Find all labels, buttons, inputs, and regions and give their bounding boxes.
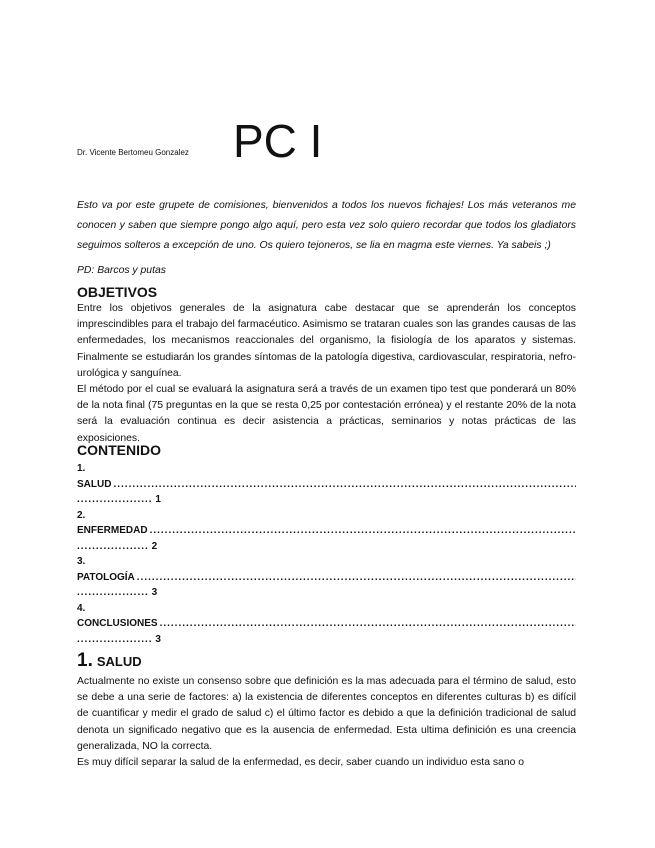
toc-leader: ...................	[77, 587, 149, 598]
table-of-contents	[77, 461, 576, 647]
toc-leader	[150, 523, 576, 539]
intro-paragraph	[77, 196, 576, 256]
toc-leader	[113, 477, 576, 493]
toc-page-number: 3	[151, 587, 158, 598]
salud-paragraph-2: Es muy difícil separar la salud de la enfermedad, es decir, saber cuando un individuo esta sano o	[77, 757, 525, 769]
objetivos-section	[77, 301, 576, 447]
toc-leader: ...................	[77, 540, 149, 552]
toc-number: 1.	[77, 463, 86, 474]
toc-label: CONCLUSIONES	[77, 618, 158, 629]
salud-heading-number: 1.	[77, 650, 93, 671]
toc-leader	[137, 570, 576, 586]
objetivos-paragraph-2: El método por el cual se evaluará la asignatura será a través de un examen tipo test que ponderará un 80% de la nota final (75 preguntas en la que se resta 0,25 por contestación errónea) y el restante 20% de la nota será la evaluación continua es decir asistencia a prácticas, seminarios y notas prácticas de las exposiciones.	[77, 384, 576, 444]
toc-entry-enfermedad[interactable]	[77, 508, 576, 555]
intro-postscript: PD: Barcos y putas	[77, 265, 166, 276]
toc-number: 4.	[77, 602, 86, 614]
author-name: Dr. Vicente Bertomeu Gonzalez	[77, 148, 189, 157]
toc-page-number: 2	[151, 540, 158, 552]
toc-page-number: 1	[155, 494, 161, 505]
toc-entry-conclusiones[interactable]	[77, 601, 576, 648]
salud-heading-text: SALUD	[96, 654, 142, 669]
toc-label: ENFERMEDAD	[77, 525, 148, 536]
document-title: PC I	[233, 115, 323, 167]
toc-leader	[160, 616, 576, 632]
intro-text: Esto va por este grupete de comisiones, bienvenidos a todos los nuevos fichajes! Los más veteranos me conocen y saben que siempre pongo algo aquí, pero esta vez solo quiero recordar que todos los gladiators seguimos solteros a excepción de uno. Os quiero tejoneros, se lia en magma este viernes. Ya sabeis ;)	[77, 200, 576, 251]
objetivos-paragraph-1: Entre los objetivos generales de la asignatura cabe destacar que se aprenderán los conceptos imprescindibles para el trabajo del farmacéutico. Asimismo se trataran cuales son las grandes causas de las enfermedades, los mecanismos reaccionales del organismo, la fisiología de los aparatos y sistemas. Finalmente se estudiarán los grandes síntomas de la patología digestiva, cardiovascular, respiratoria, nefro-urológica y sanguínea.	[77, 303, 576, 379]
objetivos-heading: OBJETIVOS	[77, 284, 158, 300]
toc-label: PATOLOGÍA	[77, 571, 135, 583]
contenido-heading: CONTENIDO	[77, 442, 161, 458]
toc-number: 3.	[77, 556, 86, 567]
document-header	[77, 115, 576, 178]
toc-label: SALUD	[77, 478, 112, 490]
toc-number: 2.	[77, 509, 86, 521]
salud-section	[77, 674, 576, 771]
toc-leader: ....................	[77, 494, 153, 505]
toc-leader: ....................	[77, 633, 153, 645]
toc-page-number: 3	[155, 633, 161, 645]
salud-paragraph-1: Actualmente no existe un consenso sobre que definición es la mas adecuada para el término de salud, esto se debe a una serie de factores: a) la existencia de diferentes conceptos en diferentes culturas b) es difícil de cuantificar y medir el grado de salud c) el último factor es debido a que la definición tradicional de salud denota un significado negativo que es la ausencia de enfermedad. Esta ultima definición es una creencia generalizada, NO la correcta.	[77, 676, 576, 752]
salud-heading	[77, 650, 142, 672]
toc-entry-patologia[interactable]	[77, 554, 576, 601]
toc-entry-salud[interactable]	[77, 461, 576, 508]
